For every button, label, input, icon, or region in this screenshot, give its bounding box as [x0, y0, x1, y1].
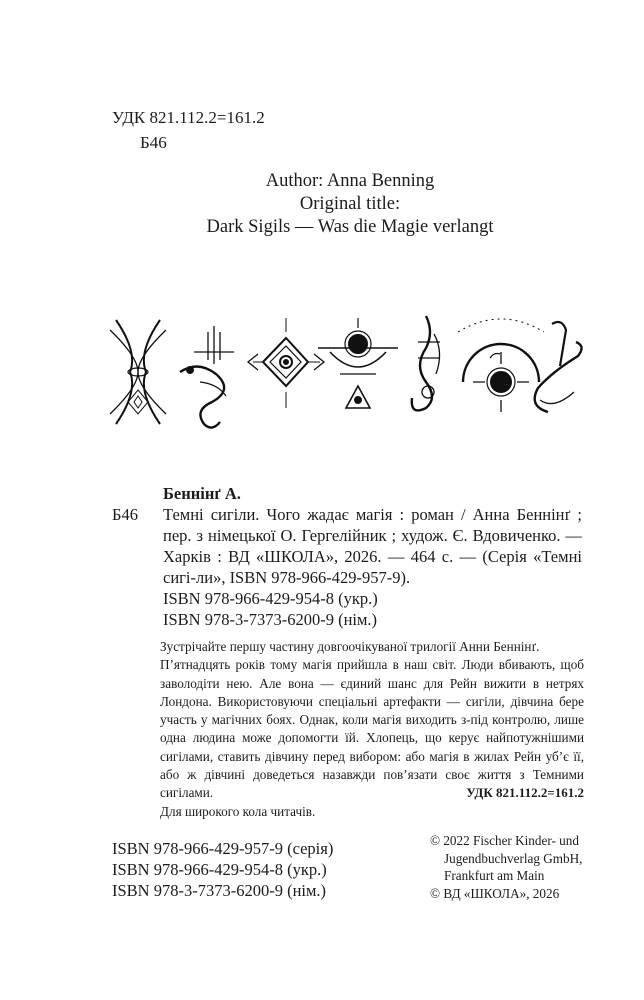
biblio-author: Беннінґ А.	[163, 484, 241, 503]
sigil-x-diamond-icon	[110, 320, 166, 424]
copyright-line-4: © ВД «ШКОЛА», 2026	[430, 885, 560, 901]
sigil-diamond-eye-icon	[248, 318, 324, 408]
isbn-series: ISBN 978-966-429-957-9 (серія)	[112, 839, 334, 858]
udk-code-top: УДК 821.112.2=161.2	[112, 108, 265, 127]
copyright-line-3: Frankfurt am Main	[444, 868, 545, 883]
annotation-intro: Зустрічайте першу частину довгоочікуваної трилогії Анни Беннінґ.	[160, 639, 540, 654]
annotation-body: П’ятнадцять років тому магія прийшла в наш світ. Люди вбивають, щоб заволодіти нею. Але вона — єдиний шанс для Рейн вижити в нетрях Лондона. Використовуючи спеціальні артефакти — сигіли, дівчина бере участь у магічних боях. Однак, коли магія виходить з-під контролю, лише одна людина може допомогти їй. Хлопець, що керує найпотужнішими сигілами, ставить дівчину перед вибором: або магія в жилах Рейн уб’є її, або ж дівчині доведеться назавжди пов’язати своє життя з Темними сигілами.	[160, 657, 584, 801]
author-code-top: Б46	[140, 133, 167, 152]
original-title-label: Original title:	[299, 194, 401, 214]
biblio-isbn-ukr: ISBN 978-966-429-954-8 (укр.)	[163, 589, 378, 608]
biblio-isbn-ger: ISBN 978-3-7373-6200-9 (нім.)	[163, 610, 378, 629]
sigil-crescent-swoosh-icon	[535, 322, 582, 412]
copyright-line-2: Jugendbuchverlag GmbH,	[444, 850, 583, 866]
sigil-serpent-icon	[180, 326, 234, 428]
original-credits	[150, 170, 550, 239]
annotation-audience: Для широкого кола читачів.	[160, 803, 316, 819]
copyright-line-1: © 2022 Fischer Kinder- und	[430, 833, 579, 848]
sigil-sun-arc-icon	[458, 319, 544, 412]
isbn-list	[112, 838, 333, 901]
isbn-ukr: ISBN 978-966-429-954-8 (укр.)	[112, 860, 327, 879]
isbn-ger: ISBN 978-3-7373-6200-9 (нім.)	[112, 881, 327, 900]
original-author: Author: Anna Benning	[265, 171, 435, 191]
biblio-code: Б46	[112, 505, 138, 524]
copyright-block	[430, 832, 582, 902]
sigils-ornament	[108, 312, 584, 432]
udk-code-right: УДК 821.112.2=161.2	[466, 785, 584, 800]
sigil-sun-triangle-icon	[318, 318, 398, 408]
bibliographic-record	[112, 483, 582, 630]
sigil-flame-spiral-icon	[412, 316, 440, 410]
biblio-description: Темні сигіли. Чого жадає магія : роман / Анна Беннінґ ; пер. з німецької О. Гергелійник ; худож. Є. Вдовиченко. — Харків : ВД «ШКОЛА», 2026. — 464 с. — (Серія «Темні сигі-ли», ISBN 978-966-429-957-9).	[163, 505, 582, 587]
original-title: Dark Sigils — Was die Magie verlangt	[206, 217, 494, 237]
